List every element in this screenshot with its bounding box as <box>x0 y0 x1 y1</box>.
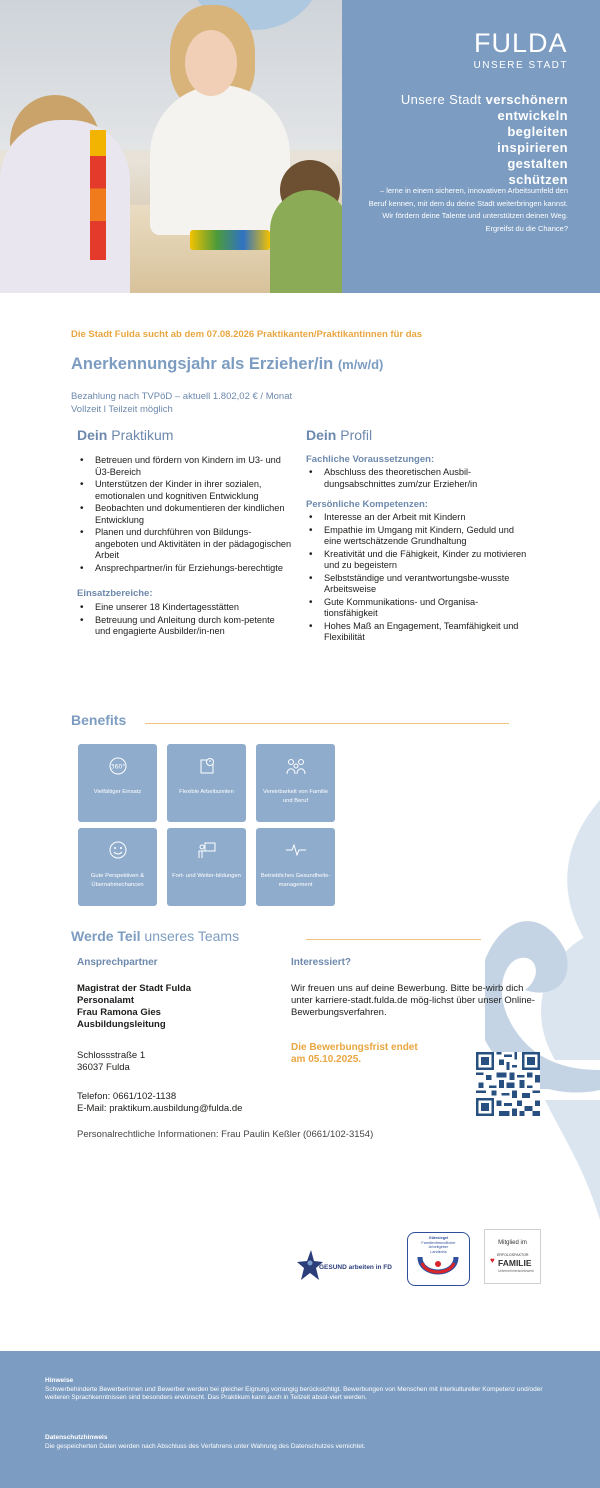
apply-column <box>291 957 536 1066</box>
contact-heading: Ansprechpartner <box>77 957 158 968</box>
list-item: • Interesse an der Arbeit mit Kindern <box>306 512 531 524</box>
familie-text: FAMILIE <box>498 1258 532 1268</box>
tagline-word: inspirieren <box>497 140 568 155</box>
contact-address: Schlossstraße 1 36037 Fulda <box>77 1050 146 1073</box>
job-title <box>71 355 383 374</box>
competences-heading: Persönliche Kompetenzen: <box>306 499 428 510</box>
tagline-word: schützen <box>508 172 568 187</box>
job-title-text: Anerkennungsjahr als Erzieher/in <box>71 355 334 373</box>
divider <box>306 939 481 940</box>
benefit-tile <box>78 744 157 822</box>
list-item: • Empathie im Umgang mit Kindern, Geduld und eine wertschätzende Grundhaltung <box>306 525 531 548</box>
areas-heading: Einsatzbereiche: <box>77 588 153 599</box>
tagline-word: verschönern <box>485 92 568 107</box>
benefit-label: Vielfältiger Einsatz <box>93 789 142 795</box>
contact-org: Magistrat der Stadt Fulda Personalamt Frau Ramona Gies Ausbildungsleitung <box>77 983 192 1030</box>
erfolgsfaktor-familie-badge <box>484 1229 541 1284</box>
intro-text: – lerne in einem sicheren, innovativen Arbeitsumfeld den Beruf kennen, mit dem du deine Stadt weiterbringen kannst. Wir fördern deine Talente und unterstützen deinen Weg. Ergreifst du die Chance? <box>368 186 568 233</box>
list-item: • Planen und durchführen von Bildungs-angeboten und Aktivitäten in der pädagogischen Arbeit <box>77 527 292 562</box>
mitglied-text: Mitglied im <box>498 1240 527 1246</box>
benefit-label: Betriebliches Gesundheits-management <box>260 873 331 888</box>
smiley-icon <box>78 840 157 864</box>
netzwerk-text: Unternehmensnetzwerk <box>498 1269 534 1273</box>
hr-info: Personalrechtliche Informationen: Frau Paulin Keßler (0661/102-3154) <box>77 1129 374 1140</box>
areas-list <box>77 602 292 638</box>
contact-column <box>77 957 287 1115</box>
apply-text: Wir freuen uns auf deine Bewerbung. Bitte be-wirb dich unter karriere-stadt.fulda.de mög-lichst über unser Online-Bewerbungsverfahren. <box>291 983 535 1018</box>
job-kicker: Die Stadt Fulda sucht ab dem 07.08.2026 Praktikanten/Praktikantinnen für das <box>71 329 423 340</box>
family-icon <box>256 756 335 780</box>
logo-sub: UNSERE STADT <box>473 60 568 71</box>
svg-text:360°: 360° <box>110 763 125 771</box>
heartbeat-icon <box>256 840 335 864</box>
privacy-title: Datenschutzhinweis <box>45 1434 108 1441</box>
competences-list <box>306 512 531 644</box>
tagline <box>401 92 568 188</box>
hero-photo <box>0 0 342 293</box>
erfolgs-text: ERFOLGSFAKTOR <box>497 1253 529 1257</box>
hints-text: Schwerbehinderte Bewerberinnen und Bewerber werden bei gleicher Eignung vorrangig berücksichtigt. Bewerbungen von Menschen mit interkultureller Kompetenz und/oder weiteren Sprachkenntnissen sind besonders erwünscht. Das Praktikum kann auch in Teilzeit absol-viert werden. <box>45 1385 543 1402</box>
training-icon <box>167 840 246 864</box>
gesund-arbeiten-badge <box>297 1250 401 1284</box>
footer-privacy <box>45 1434 565 1451</box>
benefit-label: Fort- und Weiter-bildungen <box>172 873 241 879</box>
benefit-label: Vereinbarkeit von Familie und Beruf <box>262 789 329 804</box>
task-list <box>77 455 292 574</box>
gender-note: (m/w/d) <box>337 357 384 372</box>
profil-column <box>306 427 531 645</box>
guetesiegel-badge <box>407 1232 470 1286</box>
pay-line: Bezahlung nach TVPöD – aktuell 1.802,02 € / Monat <box>71 391 293 402</box>
gesund-text: GESUND arbeiten in FD <box>319 1264 392 1271</box>
requirements-heading: Fachliche Voraussetzungen: <box>306 454 435 465</box>
list-item: • Betreuen und fördern von Kindern im U3- und Ü3-Bereich <box>77 455 292 478</box>
deadline: Die Bewerbungsfrist endet am 05.10.2025. <box>291 1042 418 1065</box>
heart-icon: ♥ <box>490 1256 495 1265</box>
tagline-lead: Unsere Stadt <box>400 92 482 107</box>
time-line: Vollzeit l Teilzeit möglich <box>71 404 173 415</box>
list-item: • Beobachten und dokumentieren der kindlichen Entwicklung <box>77 503 292 526</box>
tagline-word: gestalten <box>507 156 568 171</box>
list-item: • Unterstützen der Kinder in ihrer sozialen, emotionalen und kognitiven Entwicklung <box>77 479 292 502</box>
hints-title: Hinweise <box>45 1377 74 1384</box>
apply-heading: Interessiert? <box>291 957 352 968</box>
tagline-word: begleiten <box>507 124 568 139</box>
phone: Telefon: 0661/102-1138 <box>77 1091 177 1102</box>
pay-info <box>71 390 292 416</box>
block-tower <box>90 130 106 260</box>
siegel-logo-icon <box>408 1255 469 1285</box>
logo-word: FULDA <box>473 28 568 58</box>
benefit-label: Gute Perspektiven & Übernahmechancen <box>90 873 145 888</box>
footer-hints <box>45 1377 565 1403</box>
qr-code[interactable] <box>476 1052 540 1116</box>
footer <box>0 1351 600 1488</box>
benefits-heading: Benefits <box>71 712 127 728</box>
praktikum-heading: Dein Praktikum <box>77 427 174 443</box>
hero-panel <box>342 0 600 293</box>
contact-phone-email <box>77 1091 287 1115</box>
team-heading: Werde Teil unseres Teams <box>71 928 240 944</box>
list-item: • Selbstständige und verantwortungsbe-wusste Arbeitsweise <box>306 573 531 596</box>
list-item: • Hohes Maß an Engagement, Teamfähigkeit und Flexibilität <box>306 621 531 644</box>
fulda-logo <box>474 28 569 71</box>
benefit-tile <box>256 828 335 906</box>
privacy-text: Die gespeicherten Daten werden nach Abschluss des Verfahrens unter Wahrung des Datenschutzes vernichtet. <box>45 1442 366 1450</box>
siegel-text: Gütesiegel Familienfreundlicher Arbeitgeber Landkreis <box>421 1236 456 1254</box>
360-icon <box>78 756 157 780</box>
email-link[interactable]: E-Mail: praktikum.ausbildung@fulda.de <box>77 1103 243 1114</box>
list-item: • Betreuung und Anleitung durch kom-petente und engagierte Ausbilder/in-nen <box>77 615 292 638</box>
requirements-list <box>306 467 531 490</box>
praktikum-column <box>77 427 292 639</box>
profil-heading: Dein Profil <box>306 427 373 443</box>
list-item: • Eine unserer 18 Kindertagesstätten <box>77 602 292 614</box>
divider <box>145 723 509 724</box>
list-item: • Ansprechpartner/in für Erziehungs-berechtigte <box>77 563 292 575</box>
list-item: • Abschluss des theoretischen Ausbil-dungsabschnittes zum/zur Erzieher/in <box>306 467 531 490</box>
tagline-word: entwickeln <box>497 108 568 123</box>
benefit-tile <box>78 828 157 906</box>
list-item: • Kreativität und die Fähigkeit, Kinder zu motivieren und zu begeistern <box>306 549 531 572</box>
benefit-tile <box>167 828 246 906</box>
benefit-tile <box>167 744 246 822</box>
benefit-tile <box>256 744 335 822</box>
list-item: • Gute Kommunikations- und Organisa-tionsfähigkeit <box>306 597 531 620</box>
benefit-label: Flexible Arbeitszeiten <box>179 789 234 795</box>
flexible-time-icon <box>167 756 246 780</box>
